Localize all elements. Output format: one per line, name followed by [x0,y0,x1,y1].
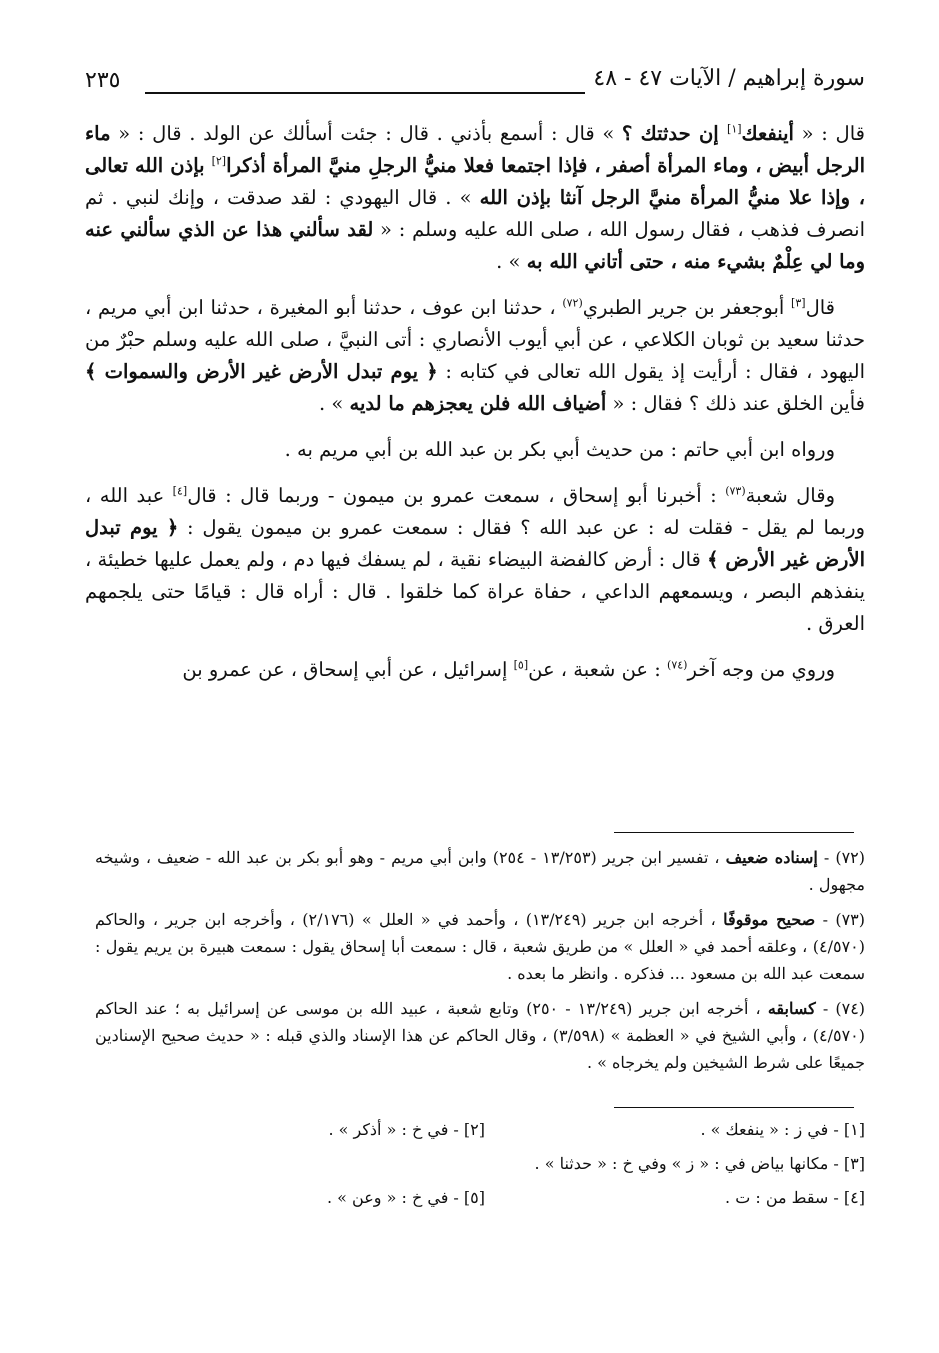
footnote-text: ، تفسير ابن جرير (١٣/٢٥٣ - ٢٥٤) وابن أبي مريم - وهو أبو بكر بن عبد الله - ضعيف ، وشيخه مجهول . [95,848,865,894]
text-segment: وروي من وجه آخر [687,658,835,681]
surah-title: سورة إبراهيم / الآيات ٤٧ - ٤٨ [593,66,865,91]
paragraph-2 [85,292,865,420]
text-segment: عبد الله ، وربما لم يقل - فقلت له : عن عبد الله ؟ فقال : سمعت عمرو بن ميمون يقول : [85,484,865,539]
paragraph-3: ورواه ابن أبي حاتم : من حديث أبي بكر بن عبد الله بن أبي مريم به . [284,438,835,461]
bold-text: أينفعك [741,122,794,145]
bold-text: ماء الرجل أبيض ، وماء المرأة أصفر ، فإذا اجتمعا فعلا منيُّ الرجلِ منيَّ المرأة أذكرا [85,122,866,177]
note-marker: [٣] [791,296,806,310]
text-segment: » . [318,392,350,415]
footnote-74 [95,995,865,1076]
text-segment: : أخبرنا أبو إسحاق ، سمعت عمرو بن ميمون - وربما قال : قال [187,484,726,507]
footnote-text: ، أخرجه ابن جرير (١٣/٢٤٩ - ٢٥٠) وتابع شعبة ، عبيد الله بن موسى عن إسرائيل به ؛ عند الحاكم (٤/٥٧٠) ، وأبي الشيخ في « العظمة » (٣/٥٩٨) ، وقال الحاكم عن هذا الإسناد والذي قبله : « حديث صحيح الإسنادين جميعًا على شرط الشيخين ولم يخرجاه » . [95,999,865,1072]
footnote-number: (٧٢) - [817,848,866,867]
notes-separator [614,1107,854,1108]
paragraph-1 [85,118,865,278]
footnote-separator [614,832,854,833]
quran-verse: ﴿ يوم تبدل الأرض غير الأرض والسموات ﴾ [85,360,438,383]
manuscript-notes [150,1120,865,1222]
footnote-ref: (٧٤) [667,658,688,672]
footnote-number: (٧٤) - [815,999,866,1018]
text-segment: » . قال اليهودي : لقد صدقت ، وإنك لنبي . ثم انصرف فذهب ، فقال رسول الله ، صلى الله عليه وسلم : « [85,186,865,241]
note-marker: [١] [727,122,742,136]
text-segment: إسرائيل ، عن أبي إسحاق ، عن عمرو بن [182,658,514,681]
text-segment: قال : أرض كالفضة البيضاء نقية ، لم يسفك فيها دم ، ولم يعمل عليها خطيئة ، ينفذهم البصر ، ويسمعهم الداعي ، حفاة عراة كما خلقوا . قال : أراه قال : قيامًا حتى يلجمهم العرق . [85,548,865,635]
footnote-text: ، أخرجه ابن جرير (١٣/٢٤٩) ، وأحمد في « العلل » (٢/١٧٦) ، وأخرجه ابن جرير ، والحاكم (٤/٥٧٠) ، وعلقه أحمد في « العلل » من طريق شعبة ، قال : سمعت أبا إسحاق يقول : سمعت هبيرة بن يريم يقول : سمعت عبد الله بن مسعود ... فذكره . وانظر ما بعده . [95,910,865,983]
note-marker: [٤] [172,484,188,498]
text-segment: » . [496,250,527,273]
text-segment: أبوجعفر بن جرير الطبري [582,296,792,319]
note-5: [٥] - في خ : « وعن » . [327,1188,485,1207]
footnotes [95,844,865,1084]
text-segment: » قال : أسمع بأذني . قال : جئت أسألك عن الولد . قال : « [110,122,623,145]
bold-text: أضياف الله فلن يعجزهم ما لديه [349,392,607,415]
running-header [85,66,865,106]
footnote-73 [95,906,865,987]
note-marker: [٥] [513,658,529,672]
text-segment: : عن شعبة ، عن [528,658,668,681]
footnote-ref: (٧٣) [725,484,746,498]
bold-text: بإذن الله تعالى ، وإذا علا منيُّ المرأة منيَّ الرجل آنثا بإذن الله [85,154,865,209]
grading-label: صحيح موقوفًا [723,910,816,929]
paragraph-4 [85,480,865,640]
notes-row [150,1120,865,1154]
text-segment: وقال شعبة [745,484,835,507]
grading-label: كسابقه [767,999,816,1018]
quran-verse: ﴿ يوم تبدل الأرض غير الأرض ﴾ [85,516,865,571]
notes-row [150,1154,865,1188]
page-number: ٢٣٥ [85,68,121,93]
main-text [85,118,865,700]
note-2: [٢] - في خ : « أذكر » . [328,1120,485,1139]
note-1: [١] - في ز : « ينفعك » . [700,1120,865,1139]
header-rule [145,92,585,94]
notes-row [150,1188,865,1222]
note-3: [٣] - مكانها بياض في : « ز » وفي خ : « حدثنا » . [534,1154,865,1173]
footnote-number: (٧٣) - [815,910,865,929]
paragraph-5 [85,654,865,686]
text-segment: قال : « [793,122,865,145]
grading-label: إسناده ضعيف [725,848,818,867]
note-4: [٤] - سقط من : ت . [725,1188,865,1207]
note-marker: [٢] [211,154,227,168]
footnote-ref: (٧٢) [562,296,583,310]
text-segment: ، حدثنا ابن عوف ، حدثنا أبو المغيرة ، حدثنا ابن أبي مريم ، حدثنا سعيد بن ثوبان الكلاعي ، عن أبي أيوب الأنصاري : أتى النبيَّ ، صلى الله عليه وسلم حبْرٌ من اليهود ، فقال : أرأيت إذ يقول الله تعالى في كتابه : [85,296,866,383]
footnote-72 [95,844,865,898]
text-segment: فأين الخلق عند ذلك ؟ فقال : « [606,392,865,415]
text-segment: قال [805,296,835,319]
bold-text: لقد سألني هذا عن الذي سألني عنه وما لي عِلْمٌ بشيء منه ، حتى أتاني الله به [85,218,865,273]
bold-text: إن حدثتك ؟ [622,122,728,145]
